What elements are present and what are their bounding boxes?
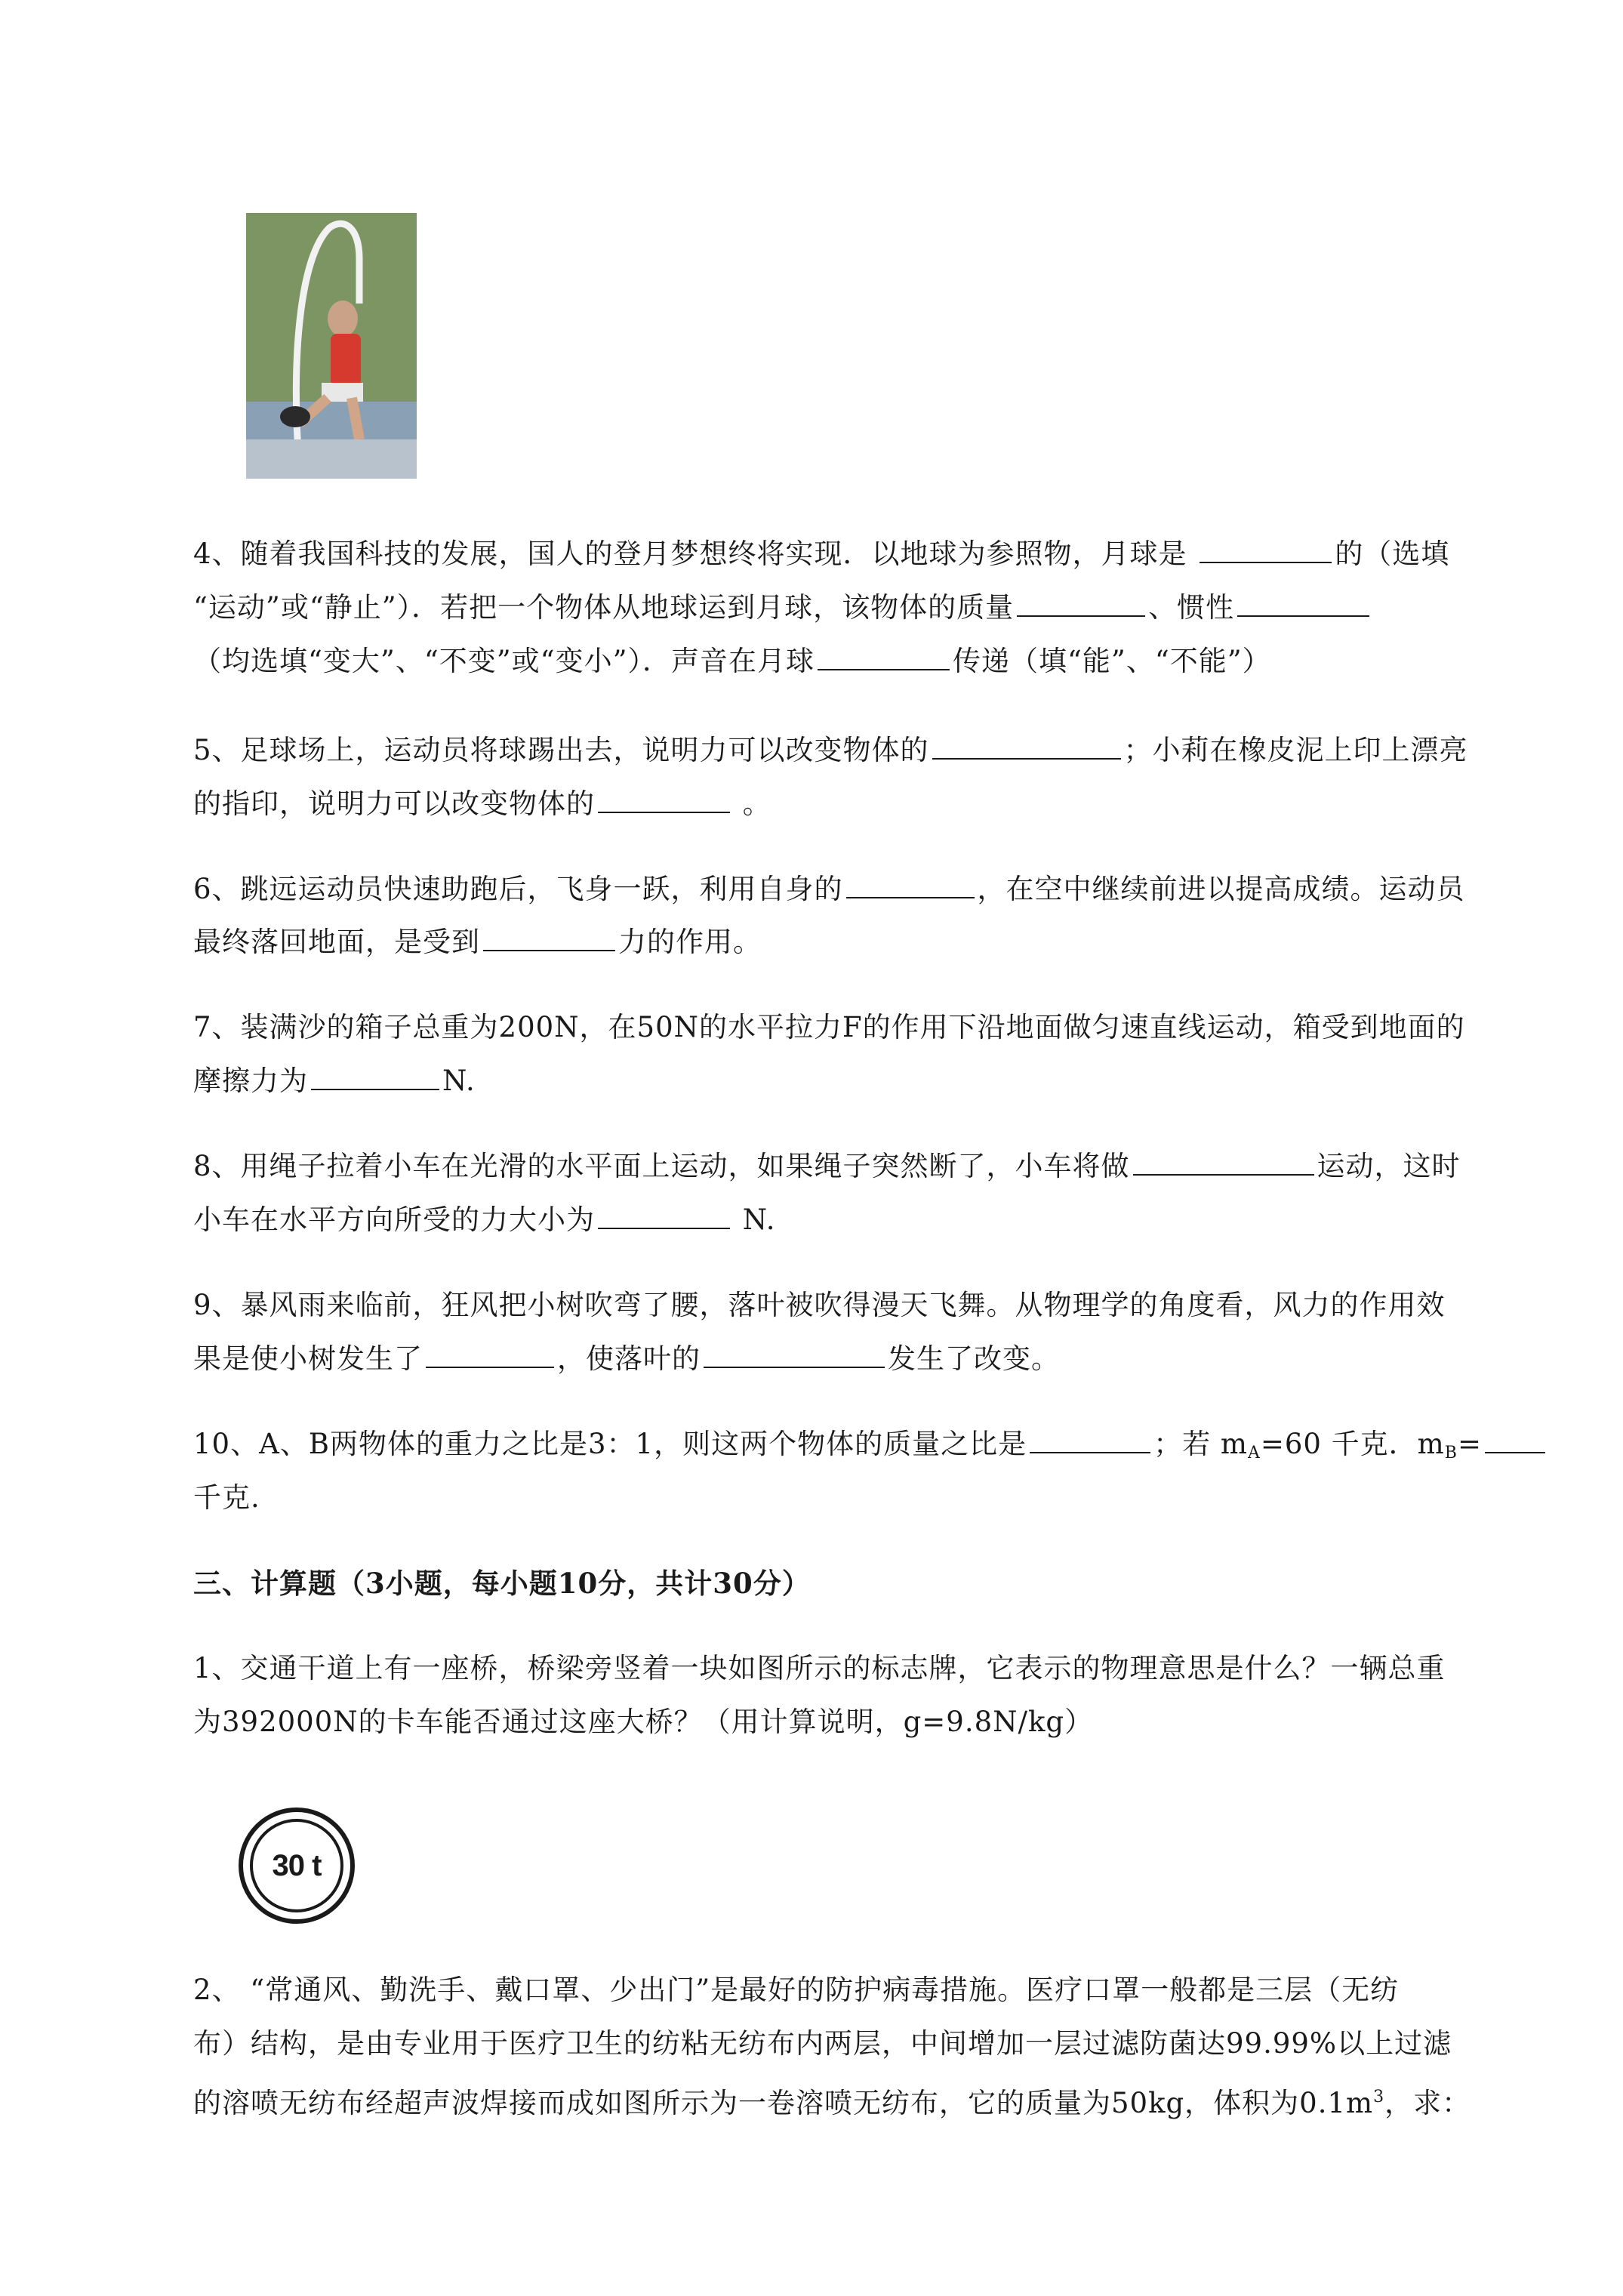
q9-line-2: 果是使小树发生了 ，使落叶的 发生了改变。 xyxy=(193,1342,1060,1375)
pole-vault-photo xyxy=(246,213,417,479)
q4-line-3: （均选填“变大”、“不变”或“变小”）．声音在月球 传递（填“能”、“不能”） xyxy=(193,645,1271,677)
weight-limit-sign xyxy=(236,1805,357,1926)
q4-blank-motion[interactable] xyxy=(1200,539,1332,563)
q6-line-2: 最终落回地面，是受到 力的作用。 xyxy=(193,926,762,958)
q9-blank-2[interactable] xyxy=(704,1344,885,1368)
q5-blank-2[interactable] xyxy=(598,789,730,813)
weight-limit-label: 30 t xyxy=(272,1848,322,1882)
c2-line-2: 布）结构，是由专业用于医疗卫生的纺粘无纺布内两层，中间增加一层过滤防菌达99.99%以上过滤 xyxy=(193,2027,1452,2060)
c1-line-1: 1、交通干道上有一座桥，桥梁旁竖着一块如图所示的标志牌，它表示的物理意思是什么？一辆总重 xyxy=(193,1652,1446,1684)
pole-vault-figure-icon xyxy=(246,213,417,479)
q4-line-1: 4、随着我国科技的发展，国人的登月梦想终将实现．以地球为参照物，月球是 的（选填 xyxy=(193,538,1450,570)
q5-line-2: 的指印，说明力可以改变物体的 。 xyxy=(193,787,771,820)
q9-line-1: 9、暴风雨来临前，狂风把小树吹弯了腰，落叶被吹得漫天飞舞。从物理学的角度看，风力的作用效 xyxy=(193,1289,1446,1321)
q8-line-2: 小车在水平方向所受的力大小为 N. xyxy=(193,1203,776,1236)
q4-blank-mass[interactable] xyxy=(1017,593,1145,617)
q6-line-1: 6、跳远运动员快速助跑后，飞身一跃，利用自身的 ，在空中继续前进以提高成绩。运动员 xyxy=(193,873,1465,905)
q6-blank-1[interactable] xyxy=(846,874,975,898)
q8-blank-1[interactable] xyxy=(1133,1151,1314,1176)
q5-line-1: 5、足球场上，运动员将球踢出去，说明力可以改变物体的 ；小莉在橡皮泥上印上漂亮 xyxy=(193,734,1468,766)
q9-blank-1[interactable] xyxy=(426,1344,554,1368)
q10-line-2: 千克. xyxy=(193,1481,260,1514)
q4-blank-sound[interactable] xyxy=(818,646,950,670)
q7-line-1: 7、装满沙的箱子总重为200N，在50N的水平拉力F的作用下沿地面做匀速直线运动，箱受到地面的 xyxy=(193,1011,1465,1043)
q10-blank-mass[interactable] xyxy=(1485,1429,1545,1453)
q6-blank-2[interactable] xyxy=(483,927,615,951)
q10-line-1: 10、A、B两物体的重力之比是3：1，则这两个物体的质量之比是 ；若 $m_A=60$ 千克．$m_B=$ xyxy=(193,1426,1522,1472)
q8-blank-2[interactable] xyxy=(598,1205,730,1229)
q7-blank[interactable] xyxy=(311,1066,439,1090)
c2-line-3: 的溶喷无纺布经超声波焊接而成如图所示为一卷溶喷无纺布，它的质量为50kg，体积为$0.1m^3$，求： xyxy=(193,2087,1471,2119)
q4-blank-inertia[interactable] xyxy=(1237,593,1369,617)
q7-line-2: 摩擦力为 N. xyxy=(193,1065,476,1097)
q8-line-1: 8、用绳子拉着小车在光滑的水平面上运动，如果绳子突然断了，小车将做 运动，这时 xyxy=(193,1150,1461,1182)
q4-line-2: “运动”或“静止”）．若把一个物体从地球运到月球，该物体的质量 、惯性 xyxy=(193,590,1522,626)
c2-line-1: 2、 “常通风、勤洗手、戴口罩、少出门”是最好的防护病毒措施。医疗口罩一般都是三层（无纺 xyxy=(193,1974,1400,2006)
q10-blank-ratio[interactable] xyxy=(1030,1429,1150,1453)
section-3-heading: 三、计算题（3小题，每小题10分，共计30分） xyxy=(193,1567,811,1600)
c1-line-2: 为392000N的卡车能否通过这座大桥？（用计算说明，g=9.8N/kg） xyxy=(193,1706,1094,1738)
q5-blank-1[interactable] xyxy=(932,735,1121,760)
